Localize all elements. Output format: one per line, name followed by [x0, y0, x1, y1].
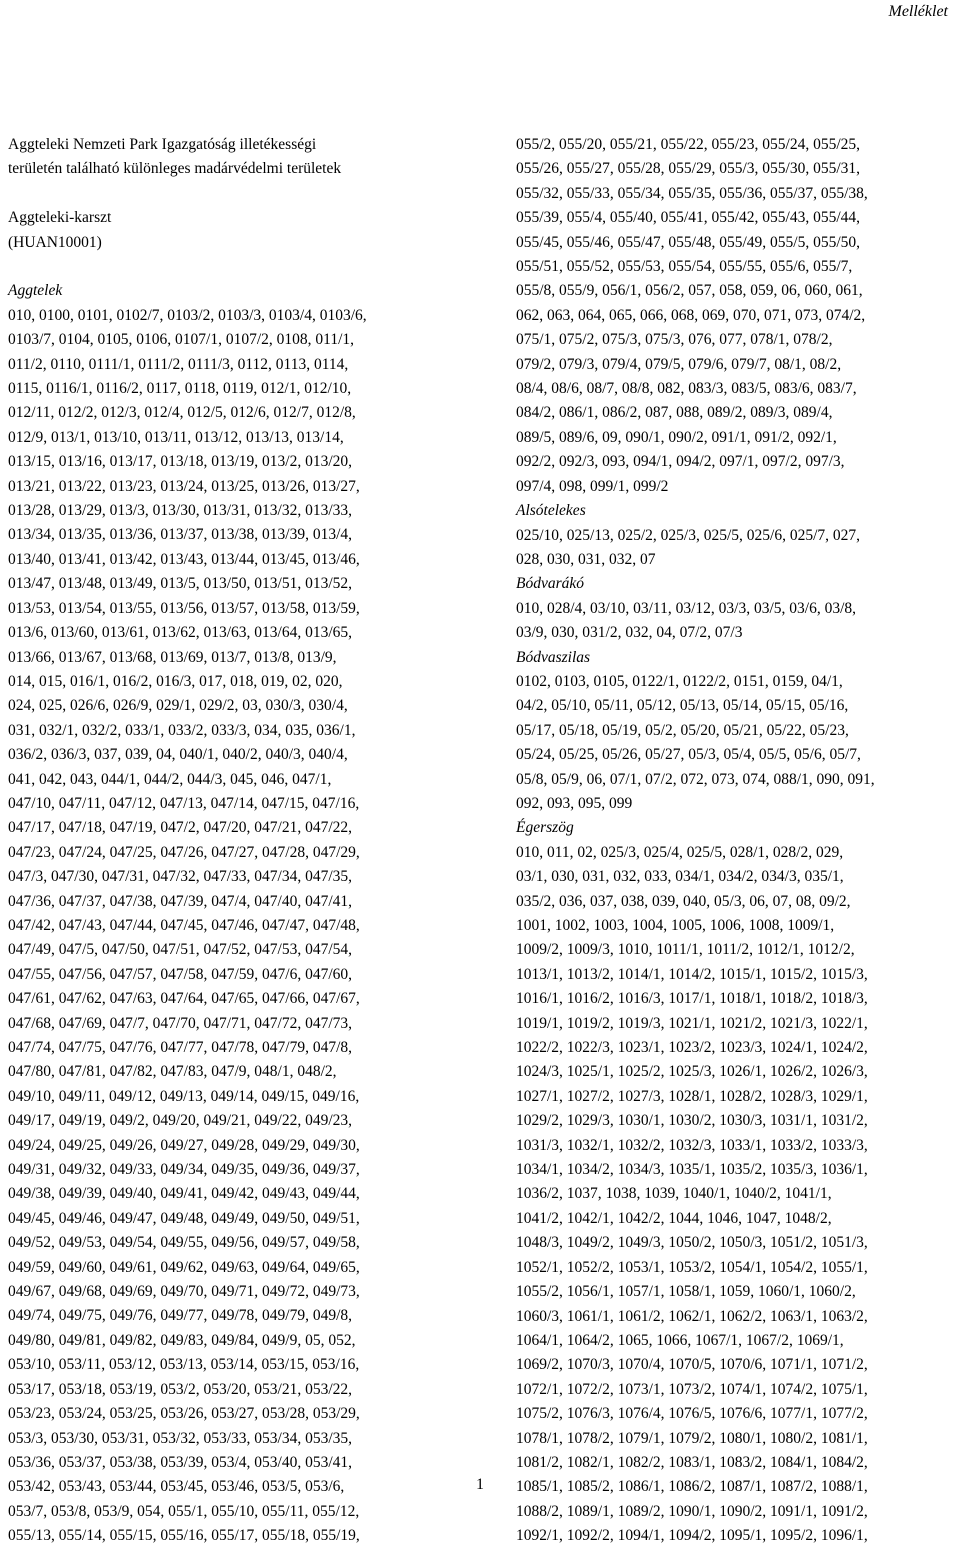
parcel-line: 055/51, 055/52, 055/53, 055/54, 055/55, 055/6, 055/7,: [516, 258, 853, 276]
parcel-line: 0115, 0116/1, 0116/2, 0117, 0118, 0119, 012/1, 012/10,: [8, 380, 352, 398]
parcel-line: 1019/1, 1019/2, 1019/3, 1021/1, 1021/2, 1021/3, 1022/1,: [516, 1014, 868, 1032]
parcel-line: 028, 030, 031, 032, 07: [516, 550, 656, 568]
parcel-line: 055/2, 055/20, 055/21, 055/22, 055/23, 055/24, 055/25,: [516, 136, 861, 153]
parcel-line: 049/52, 049/53, 049/54, 049/55, 049/56, 049/57, 049/58,: [8, 1234, 360, 1252]
section-egerszog: [516, 816, 954, 1548]
parcel-line: 05/24, 05/25, 05/26, 05/27, 05/3, 05/4, 05/5, 05/6, 05/7,: [516, 746, 861, 764]
parcel-line: 1052/1, 1052/2, 1053/1, 1053/2, 1054/1, 1054/2, 1055/1,: [516, 1258, 868, 1276]
parcel-line: 1085/1, 1085/2, 1086/1, 1086/2, 1087/1, 1087/2, 1088/1,: [516, 1478, 868, 1496]
parcel-line: 047/68, 047/69, 047/7, 047/70, 047/71, 047/72, 047/73,: [8, 1014, 353, 1032]
page-number: 1: [476, 1476, 484, 1493]
parcel-list: [8, 304, 448, 1549]
parcel-line: 011/2, 0110, 0111/1, 0111/2, 0111/3, 0112, 0113, 0114,: [8, 355, 349, 373]
place-name-alsotelekes: Alsótelekes: [516, 502, 586, 520]
parcel-line: 047/23, 047/24, 047/25, 047/26, 047/27, 047/28, 047/29,: [8, 843, 360, 861]
parcel-line: 055/8, 055/9, 056/1, 056/2, 057, 058, 059, 06, 060, 061,: [516, 282, 863, 300]
parcel-line: 053/10, 053/11, 053/12, 053/13, 053/14, 053/15, 053/16,: [8, 1356, 360, 1374]
parcel-line: 047/36, 047/37, 047/38, 047/39, 047/4, 047/40, 047/41,: [8, 892, 353, 910]
parcel-line: 1092/1, 1092/2, 1094/1, 1094/2, 1095/1, 1095/2, 1096/1,: [516, 1527, 868, 1545]
parcel-line: 047/42, 047/43, 047/44, 047/45, 047/46, 047/47, 047/48,: [8, 916, 360, 934]
parcel-line: 075/1, 075/2, 075/3, 075/3, 076, 077, 078/1, 078/2,: [516, 331, 833, 349]
parcel-line: 1022/2, 1022/3, 1023/1, 1023/2, 1023/3, 1024/1, 1024/2,: [516, 1039, 868, 1057]
title-line: területén található különleges madárvédelmi területek: [8, 160, 342, 178]
place-name-bodvaszilas: Bódvaszilas: [516, 648, 591, 666]
parcel-line: 1055/2, 1056/1, 1057/1, 1058/1, 1059, 1060/1, 1060/2,: [516, 1283, 856, 1301]
parcel-line: 049/74, 049/75, 049/76, 049/77, 049/78, 049/79, 049/8,: [8, 1307, 353, 1325]
parcel-line: 012/11, 012/2, 012/3, 012/4, 012/5, 012/6, 012/7, 012/8,: [8, 404, 356, 422]
parcel-line: 013/47, 013/48, 013/49, 013/5, 013/50, 013/51, 013/52,: [8, 575, 353, 593]
parcel-line: 1031/3, 1032/1, 1032/2, 1032/3, 1033/1, 1033/2, 1033/3,: [516, 1136, 868, 1154]
parcel-line: 049/10, 049/11, 049/12, 049/13, 049/14, 049/15, 049/16,: [8, 1087, 360, 1105]
document-title: [8, 133, 448, 182]
parcel-line: 053/3, 053/30, 053/31, 053/32, 053/33, 053/34, 053/35,: [8, 1429, 353, 1447]
parcel-line: 049/59, 049/60, 049/61, 049/62, 049/63, 049/64, 049/65,: [8, 1258, 360, 1276]
parcel-line: 010, 0100, 0101, 0102/7, 0103/2, 0103/3, 0103/4, 0103/6,: [8, 306, 367, 324]
parcel-line: 013/34, 013/35, 013/36, 013/37, 013/38, 013/39, 013/4,: [8, 526, 353, 544]
parcel-line: 047/80, 047/81, 047/82, 047/83, 047/9, 048/1, 048/2,: [8, 1063, 337, 1081]
parcel-line: 055/32, 055/33, 055/34, 055/35, 055/36, 055/37, 055/38,: [516, 184, 868, 202]
parcel-line: 1078/1, 1078/2, 1079/1, 1079/2, 1080/1, 1080/2, 1081/1,: [516, 1429, 868, 1447]
parcel-list: [516, 841, 954, 1549]
parcel-line: 047/74, 047/75, 047/76, 047/77, 047/78, 047/79, 047/8,: [8, 1039, 353, 1056]
parcel-line: 05/8, 05/9, 06, 07/1, 07/2, 072, 073, 074, 088/1, 090, 091,: [516, 770, 875, 788]
parcel-line: 055/39, 055/4, 055/40, 055/41, 055/42, 055/43, 055/44,: [516, 209, 861, 227]
parcel-line: 047/3, 047/30, 047/31, 047/32, 047/33, 047/34, 047/35,: [8, 868, 353, 886]
parcel-line: 010, 028/4, 03/10, 03/11, 03/12, 03/3, 03/5, 03/6, 03/8,: [516, 599, 857, 617]
parcel-line: 055/13, 055/14, 055/15, 055/16, 055/17, 055/18, 055/19,: [8, 1527, 360, 1545]
place-name-egerszog: Égerszög: [516, 819, 574, 837]
place-name-aggtelek: Aggtelek: [8, 282, 63, 300]
section-bodvaszilas: [516, 646, 954, 817]
parcel-line: 0103/7, 0104, 0105, 0106, 0107/1, 0107/2, 0108, 011/1,: [8, 331, 355, 349]
parcel-line: 013/21, 013/22, 013/23, 013/24, 013/25, 013/26, 013/27,: [8, 477, 360, 495]
parcel-line: 049/17, 049/19, 049/2, 049/20, 049/21, 049/22, 049/23,: [8, 1112, 353, 1130]
parcel-line: 084/2, 086/1, 086/2, 087, 088, 089/2, 089/3, 089/4,: [516, 404, 833, 422]
parcel-line: 047/61, 047/62, 047/63, 047/64, 047/65, 047/66, 047/67,: [8, 990, 360, 1008]
parcel-line: 053/23, 053/24, 053/25, 053/26, 053/27, 053/28, 053/29,: [8, 1405, 360, 1423]
parcel-line: 010, 011, 02, 025/3, 025/4, 025/5, 028/1, 028/2, 029,: [516, 843, 844, 861]
parcel-line: 024, 025, 026/6, 026/9, 029/1, 029/2, 03, 030/3, 030/4,: [8, 697, 348, 715]
area-code: (HUAN10001): [8, 233, 102, 251]
parcel-list: [516, 524, 954, 573]
parcel-line: 1069/2, 1070/3, 1070/4, 1070/5, 1070/6, 1071/1, 1071/2,: [516, 1356, 868, 1374]
parcel-line: 0102, 0103, 0105, 0122/1, 0122/2, 0151, 0159, 04/1,: [516, 672, 843, 690]
parcel-line: 1048/3, 1049/2, 1049/3, 1050/2, 1050/3, 1051/2, 1051/3,: [516, 1234, 868, 1252]
parcel-line: 013/66, 013/67, 013/68, 013/69, 013/7, 013/8, 013/9,: [8, 648, 337, 666]
parcel-line: 047/55, 047/56, 047/57, 047/58, 047/59, 047/6, 047/60,: [8, 965, 353, 983]
parcel-line: 1081/2, 1082/1, 1082/2, 1083/1, 1083/2, 1084/1, 1084/2,: [516, 1453, 868, 1471]
parcel-line: 1016/1, 1016/2, 1016/3, 1017/1, 1018/1, 1018/2, 1018/3,: [516, 990, 868, 1008]
parcel-line: 047/49, 047/5, 047/50, 047/51, 047/52, 047/53, 047/54,: [8, 941, 353, 959]
parcel-line: 049/80, 049/81, 049/82, 049/83, 049/84, 049/9, 05, 052,: [8, 1331, 356, 1349]
section-bodvarako: [516, 572, 954, 645]
parcel-line: 049/31, 049/32, 049/33, 049/34, 049/35, 049/36, 049/37,: [8, 1161, 360, 1179]
parcel-line: 047/10, 047/11, 047/12, 047/13, 047/14, 047/15, 047/16,: [8, 794, 360, 812]
parcel-line: 1027/1, 1027/2, 1027/3, 1028/1, 1028/2, 1028/3, 1029/1,: [516, 1087, 868, 1105]
parcel-line: 049/67, 049/68, 049/69, 049/70, 049/71, 049/72, 049/73,: [8, 1283, 360, 1301]
parcel-line: 1041/2, 1042/1, 1042/2, 1044, 1046, 1047, 1048/2,: [516, 1209, 832, 1227]
parcel-line: 1075/2, 1076/3, 1076/4, 1076/5, 1076/6, 1077/1, 1077/2,: [516, 1405, 868, 1423]
parcel-line: 08/4, 08/6, 08/7, 08/8, 082, 083/3, 083/5, 083/6, 083/7,: [516, 380, 857, 398]
parcel-line: 079/2, 079/3, 079/4, 079/5, 079/6, 079/7, 08/1, 08/2,: [516, 355, 842, 373]
section-alsotelekes: [516, 499, 954, 572]
parcel-line: 014, 015, 016/1, 016/2, 016/3, 017, 018, 019, 02, 020,: [8, 672, 343, 690]
parcel-line: 047/17, 047/18, 047/19, 047/2, 047/20, 047/21, 047/22,: [8, 819, 353, 837]
parcel-line: 049/45, 049/46, 049/47, 049/48, 049/49, 049/50, 049/51,: [8, 1209, 360, 1227]
parcel-line: 092/2, 092/3, 093, 094/1, 094/2, 097/1, 097/2, 097/3,: [516, 453, 845, 471]
parcel-list-aggtelek-continued: [516, 133, 954, 499]
parcel-line: 1024/3, 1025/1, 1025/2, 1025/3, 1026/1, 1026/2, 1026/3,: [516, 1063, 868, 1081]
parcel-line: 1060/3, 1061/1, 1061/2, 1062/1, 1062/2, 1063/1, 1063/2,: [516, 1307, 868, 1325]
area-heading: [8, 206, 448, 255]
parcel-line: 049/38, 049/39, 049/40, 049/41, 049/42, 049/43, 049/44,: [8, 1185, 360, 1203]
area-name: Aggteleki-karszt: [8, 209, 112, 227]
parcel-line: 053/36, 053/37, 053/38, 053/39, 053/4, 053/40, 053/41,: [8, 1453, 353, 1471]
parcel-line: 1013/1, 1013/2, 1014/1, 1014/2, 1015/1, 1015/2, 1015/3,: [516, 965, 868, 983]
parcel-line: 1029/2, 1029/3, 1030/1, 1030/2, 1030/3, 1031/1, 1031/2,: [516, 1112, 868, 1130]
parcel-line: 1072/1, 1072/2, 1073/1, 1073/2, 1074/1, 1074/2, 1075/1,: [516, 1380, 868, 1398]
parcel-list: [516, 670, 954, 816]
parcel-line: 04/2, 05/10, 05/11, 05/12, 05/13, 05/14, 05/15, 05/16,: [516, 697, 849, 715]
parcel-line: 013/15, 013/16, 013/17, 013/18, 013/19, 013/2, 013/20,: [8, 453, 353, 471]
parcel-line: 1034/1, 1034/2, 1034/3, 1035/1, 1035/2, 1035/3, 1036/1,: [516, 1161, 868, 1179]
parcel-line: 092, 093, 095, 099: [516, 794, 633, 812]
left-column: [8, 133, 448, 1549]
parcel-line: 013/53, 013/54, 013/55, 013/56, 013/57, 013/58, 013/59,: [8, 599, 360, 617]
parcel-line: 053/42, 053/43, 053/44, 053/45, 053/46, 053/5, 053/6,: [8, 1478, 345, 1496]
parcel-line: 012/9, 013/1, 013/10, 013/11, 013/12, 013/13, 013/14,: [8, 428, 344, 446]
parcel-line: 053/7, 053/8, 053/9, 054, 055/1, 055/10, 055/11, 055/12,: [8, 1502, 360, 1520]
parcel-line: 013/28, 013/29, 013/3, 013/30, 013/31, 013/32, 013/33,: [8, 502, 353, 520]
right-column: [516, 133, 954, 1549]
parcel-line: 013/6, 013/60, 013/61, 013/62, 013/63, 013/64, 013/65,: [8, 624, 353, 642]
parcel-line: 1009/2, 1009/3, 1010, 1011/1, 1011/2, 1012/1, 1012/2,: [516, 941, 855, 959]
parcel-line: 1036/2, 1037, 1038, 1039, 1040/1, 1040/2, 1041/1,: [516, 1185, 832, 1203]
parcel-line: 055/26, 055/27, 055/28, 055/29, 055/3, 055/30, 055/31,: [516, 160, 861, 178]
parcel-line: 013/40, 013/41, 013/42, 013/43, 013/44, 013/45, 013/46,: [8, 550, 360, 568]
parcel-line: 053/17, 053/18, 053/19, 053/2, 053/20, 053/21, 053/22,: [8, 1380, 353, 1398]
parcel-line: 049/24, 049/25, 049/26, 049/27, 049/28, 049/29, 049/30,: [8, 1136, 360, 1154]
parcel-line: 025/10, 025/13, 025/2, 025/3, 025/5, 025/6, 025/7, 027,: [516, 526, 861, 544]
parcel-line: 055/45, 055/46, 055/47, 055/48, 055/49, 055/5, 055/50,: [516, 233, 861, 251]
parcel-line: 089/5, 089/6, 09, 090/1, 090/2, 091/1, 091/2, 092/1,: [516, 428, 837, 446]
parcel-line: 05/17, 05/18, 05/19, 05/2, 05/20, 05/21, 05/22, 05/23,: [516, 721, 849, 739]
parcel-line: 031, 032/1, 032/2, 033/1, 033/2, 033/3, 034, 035, 036/1,: [8, 721, 356, 739]
parcel-line: 03/1, 030, 031, 032, 033, 034/1, 034/2, 034/3, 035/1,: [516, 868, 844, 886]
parcel-line: 1088/2, 1089/1, 1089/2, 1090/1, 1090/2, 1091/1, 1091/2,: [516, 1502, 868, 1520]
header-note: Melléklet: [888, 3, 948, 20]
parcel-line: 041, 042, 043, 044/1, 044/2, 044/3, 045, 046, 047/1,: [8, 770, 332, 788]
parcel-line: 036/2, 036/3, 037, 039, 04, 040/1, 040/2, 040/3, 040/4,: [8, 746, 348, 764]
parcel-list: [516, 597, 954, 646]
title-line: Aggteleki Nemzeti Park Igazgatóság illetékességi: [8, 136, 317, 153]
parcel-line: 062, 063, 064, 065, 066, 068, 069, 070, 071, 073, 074/2,: [516, 306, 866, 324]
parcel-line: 1001, 1002, 1003, 1004, 1005, 1006, 1008, 1009/1,: [516, 917, 835, 934]
parcel-line: 097/4, 098, 099/1, 099/2: [516, 477, 669, 495]
place-name-bodvarako: Bódvarákó: [516, 575, 585, 593]
parcel-line: 035/2, 036, 037, 038, 039, 040, 05/3, 06, 07, 08, 09/2,: [516, 892, 851, 910]
parcel-line: 1064/1, 1064/2, 1065, 1066, 1067/1, 1067/2, 1069/1,: [516, 1331, 844, 1349]
parcel-line: 03/9, 030, 031/2, 032, 04, 07/2, 07/3: [516, 624, 743, 642]
section-aggtelek: [8, 279, 448, 1548]
